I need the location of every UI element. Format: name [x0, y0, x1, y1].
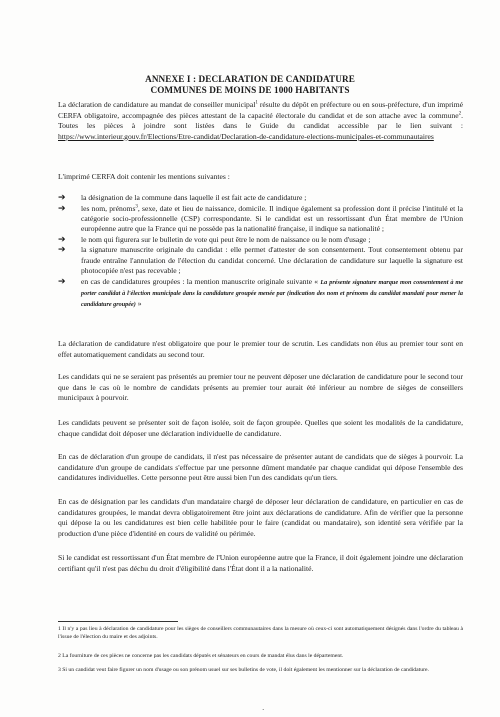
footnote-2: 2 La fourniture de ces pièces ne concerne pas les candidats députés et sénateurs en cours de mandat élus dans le département. — [58, 653, 344, 659]
arrow-icon: ➔ — [58, 203, 66, 214]
list-item-text: » — [135, 299, 142, 309]
stray-mark: · — [262, 706, 265, 714]
list-item-text: en cas de candidatures groupées : la mention manuscrite originale suivante « — [81, 276, 321, 286]
footnote-3: 3 Si un candidat veut faire figurer un nom d'usage ou son prénom usuel sur ses bulletins de vote, il doit également les mentionner sur la déclaration de candidature. — [58, 667, 429, 673]
paragraph-second-round: Les candidats qui ne se seraient pas présentés au premier tour ne peuvent déposer une déclaration de candidature pour le second tour que dans le cas où le nombre de candidats présents au premier tour aurait été inférieur au nombre de sièges de conseillers municipaux à pourvoir. — [58, 372, 463, 402]
mentions-list — [58, 193, 463, 311]
footnote-1: 1 Il n'y a pas lieu à déclaration de candidature pour les sièges de conseillers communautaires dans la mesure où ceux-ci sont automatiquement désignés dans l'ordre du tableau à l'issue de l'élection du maire et des adjoints. — [58, 626, 463, 640]
footnote-divider — [58, 621, 178, 622]
footnote-ref-1: 1 — [255, 100, 258, 106]
intro-text-1: La déclaration de candidature au mandat de conseiller municipal — [58, 100, 256, 109]
list-item-text: la signature manuscrite originale du candidat : elle permet d'attester de son consentement. Tout consentement obtenu par fraude entraîne l'annulation de l'élection du candidat concerné. Une déclaration de candidature sur laquelle la signature est photocopiée n'est pas recevable ; — [81, 245, 463, 275]
list-item-text: les nom, prénoms — [81, 203, 136, 213]
page-subtitle: COMMUNES DE MOINS DE 1000 HABITANTS — [150, 85, 350, 95]
paragraph-group-declaration: En cas de déclaration d'un groupe de candidats, il n'est pas nécessaire de présenter autant de candidats que de sièges à pourvoir. La candidature d'un groupe de candidats s'effectue par une personne dûment mandatée par chaque candidat qui dépose l'ensemble des candidatures individuelles. Cette personne peut être aussi bien l'un des candidats qu'un tiers. — [58, 452, 463, 482]
paragraph-isolated-grouped: Les candidats peuvent se présenter soit de façon isolée, soit de façon groupée. Quelles que soient les modalités de la candidature, chaque candidat doit déposer une déclaration individuelle de candidature. — [58, 418, 463, 438]
paragraph-mandataire: En cas de désignation par les candidats d'un mandataire chargé de déposer leur déclaration de candidature, en particulier en cas de candidatures groupées, le mandat devra obligatoirement être joint aux déclarations de candidature. Afin de vérifier que la personne qui dépose la ou les candidatures est bien celle habilitée pour le faire (candidat ou mandataire), son identité sera vérifiée par la production d'une pièce d'identité en cours de validité ou périmée. — [58, 497, 463, 538]
paragraph-first-round: La déclaration de candidature n'est obligatoire que pour le premier tour de scrutin. Les candidats non élus au premier tour sont en effet automatiquement candidats au second tour. — [58, 339, 463, 359]
list-item-text: , sexe, date et lieu de naissance, domicile. Il indique également sa profession dont il précise l'intitulé et la catégorie socio-professionnelle (CSP) correspondante. Si le candidat est un ressortissant d'un État membre de l'Union européenne autre que la France qui ne possède pas la nationalité française, il indique sa nationalité ; — [81, 203, 463, 234]
list-item — [58, 204, 463, 235]
intro-text-3: . Toutes les pièces à joindre sont listées dans le Guide du candidat accessible par le lien suivant : — [58, 110, 463, 130]
arrow-icon: ➔ — [58, 245, 66, 256]
arrow-icon: ➔ — [58, 276, 66, 287]
paragraph-eu-national: Si le candidat est ressortissant d'un État membre de l'Union européenne autre que la France, il doit également joindre une déclaration certifiant qu'il n'est pas déchu du droit d'éligibilité dans l'État dont il a la nationalité. — [58, 553, 463, 573]
consent-mention: La présente signature marque mon consentement à me porter candidat à l'élection municipale dans la candidature groupée menée par (indication des nom et prénoms du candidat mandaté pour mener la candidature groupée) — [81, 278, 463, 309]
arrow-icon: ➔ — [58, 193, 66, 203]
cerfa-intro: L'imprimé CERFA doit contenir les mentions suivantes : — [58, 172, 230, 181]
list-item-text: le nom qui figurera sur le bulletin de vote qui peut être le nom de naissance ou le nom d'usage ; — [81, 234, 371, 244]
page-title: ANNEXE I : DECLARATION DE CANDIDATURE — [145, 74, 355, 84]
list-item — [58, 277, 463, 311]
guide-link[interactable]: https://www.interieur.gouv.fr/Elections/Etre-candidat/Declaration-de-candidature-elections-municipales-et-communautaires — [58, 131, 434, 141]
footnote-ref-2: 2 — [458, 110, 462, 116]
list-item — [58, 193, 463, 203]
list-item-text: la désignation de la commune dans laquelle il est fait acte de candidature ; — [81, 193, 307, 202]
arrow-icon: ➔ — [58, 234, 66, 245]
intro-text-2: résulte du dépôt en préfecture ou en sous-préfecture, d'un imprimé CERFA obligatoire, accompagnée des pièces attestant de la capacité électorale du candidat et de son attache avec la commune — [58, 100, 463, 120]
intro-paragraph — [58, 100, 463, 142]
list-item — [58, 235, 463, 245]
list-item — [58, 245, 463, 276]
footnote-ref-3: 3 — [135, 204, 138, 210]
